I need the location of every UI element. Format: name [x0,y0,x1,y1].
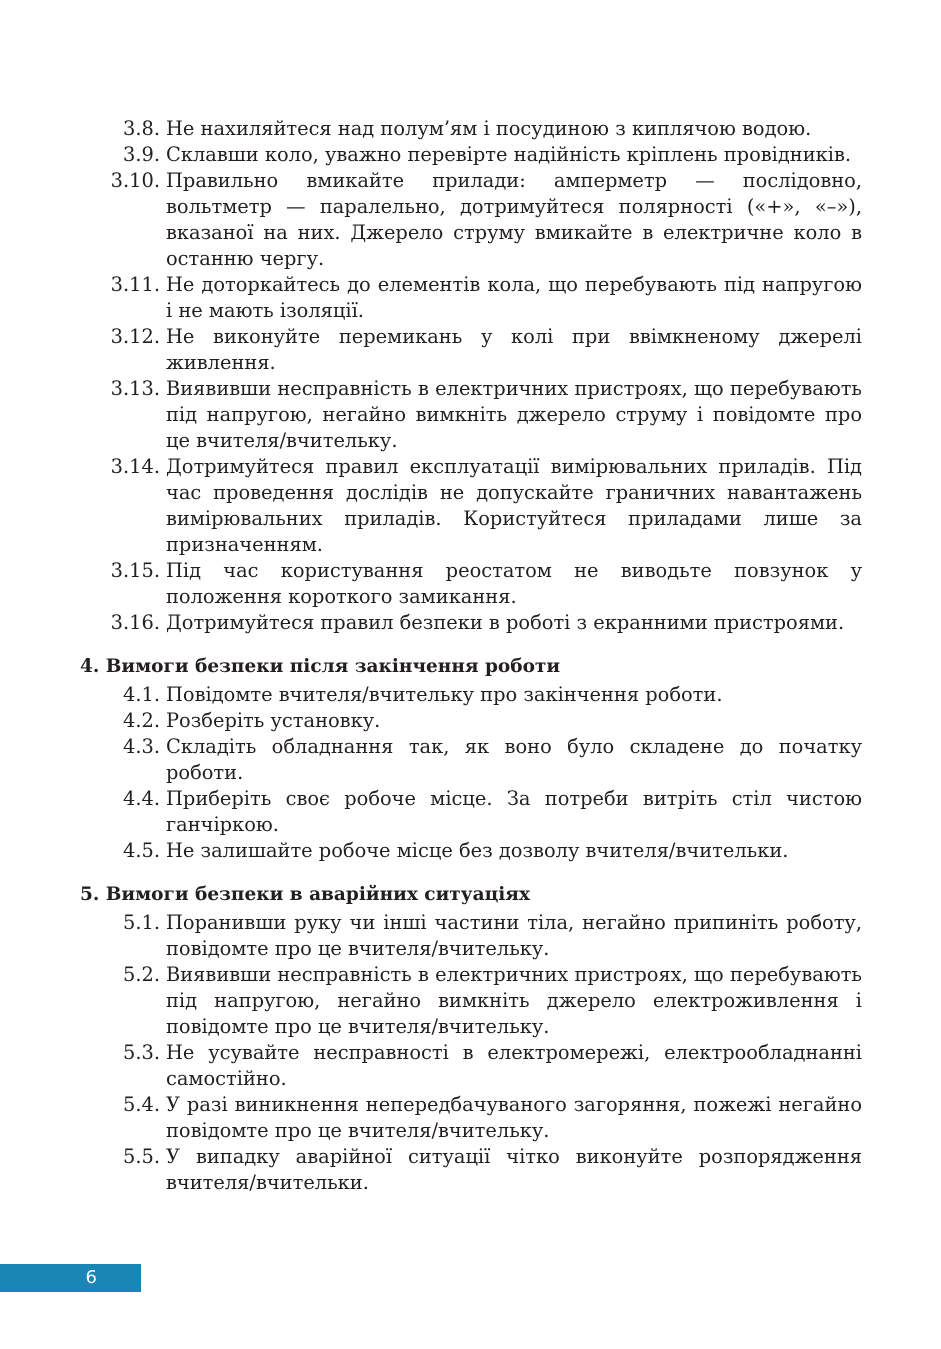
item-text: Повідомте вчителя/вчительку про закінчення роботи. [166,683,723,706]
item-text: Приберіть своє робоче місце. За потреби витріть стіл чистою ганчіркою. [166,787,862,836]
item-text: Не доторкайтесь до елементів кола, що перебувають під напругою і не мають ізоляції. [166,273,862,322]
item-text: Виявивши несправність в електричних пристроях, що перебувають під напругою, негайно вимкніть джерело струму і повідомте про це вчителя/вчительку. [166,377,862,452]
item-text: Дотримуйтеся правил експлуатації вимірювальних приладів. Під час проведення дослідів не допускайте граничних навантажень вимірювальних приладів. Користуйтеся приладами лише за призначенням. [166,455,862,556]
list-item [80,786,862,838]
item-number: 5.1. [122,911,160,934]
item-number: 4.4. [122,787,160,810]
item-text: Правильно вмикайте прилади: амперметр — послідовно, вольтметр — паралельно, дотримуйтеся полярності («+», «–»), вказаної на них. Джерело струму вмикайте в електричне коло в останню чергу. [166,169,862,270]
section-4-heading: 4. Вимоги безпеки після закінчення роботи [80,656,561,677]
item-text: Склавши коло, уважно перевірте надійність кріплень провідників. [166,143,852,166]
item-number: 3.13. [110,377,160,400]
item-number: 3.16. [110,611,160,634]
list-item [80,734,862,786]
item-number: 3.12. [110,325,160,348]
item-text: У разі виникнення непередбачуваного загоряння, пожежі негайно повідомте про це вчителя/вчительку. [166,1093,862,1142]
list-item [80,272,862,324]
item-text: Не виконуйте перемикань у колі при ввімкненому джерелі живлення. [166,325,862,374]
item-text: У випадку аварійної ситуації чітко виконуйте розпорядження вчителя/вчительки. [166,1145,862,1194]
list-item [80,1092,862,1144]
item-number: 3.8. [122,117,160,140]
section-4-list [80,682,862,864]
item-number: 4.5. [122,839,160,862]
list-item [80,168,862,272]
list-item [80,1144,862,1196]
list-item [80,376,862,454]
page-number: 6 [85,1267,97,1288]
item-number: 4.3. [122,735,160,758]
list-item [80,838,862,864]
document-body [80,116,862,1196]
item-number: 5.4. [122,1093,160,1116]
item-number: 5.5. [122,1145,160,1168]
item-text: Виявивши несправність в електричних пристроях, що перебувають під напругою, негайно вимкніть джерело електроживлення і повідомте про це вчителя/вчительку. [166,963,862,1038]
list-item [80,454,862,558]
list-item [80,910,862,962]
item-text: Не усувайте несправності в електромережі, електрообладнанні самостійно. [166,1041,862,1090]
list-item [80,708,862,734]
section-3-list [80,116,862,636]
item-number: 3.11. [110,273,160,296]
item-number: 3.14. [110,455,160,478]
list-item [80,116,862,142]
item-text: Під час користування реостатом не виводьте повзунок у положення короткого замикання. [166,559,862,608]
item-number: 4.1. [122,683,160,706]
item-text: Не нахиляйтеся над полум’ям і посудиною з киплячою водою. [166,117,812,140]
list-item [80,324,862,376]
section-5-heading: 5. Вимоги безпеки в аварійних ситуаціях [80,884,530,905]
item-number: 5.3. [122,1041,160,1064]
item-text: Поранивши руку чи інші частини тіла, негайно припиніть роботу, повідомте про це вчителя/вчительку. [166,911,862,960]
item-text: Не залишайте робоче місце без дозволу вчителя/вчительки. [166,839,789,862]
item-number: 3.9. [122,143,160,166]
section-5-list [80,910,862,1196]
item-text: Розберіть установку. [166,709,381,732]
item-text: Складіть обладнання так, як воно було складене до початку роботи. [166,735,862,784]
list-item [80,962,862,1040]
page-number-tab [0,1264,141,1292]
list-item [80,610,862,636]
list-item [80,142,862,168]
item-text: Дотримуйтеся правил безпеки в роботі з екранними пристроями. [166,611,845,634]
item-number: 4.2. [122,709,160,732]
item-number: 3.15. [110,559,160,582]
item-number: 5.2. [122,963,160,986]
list-item [80,558,862,610]
list-item [80,1040,862,1092]
item-number: 3.10. [110,169,160,192]
list-item [80,682,862,708]
